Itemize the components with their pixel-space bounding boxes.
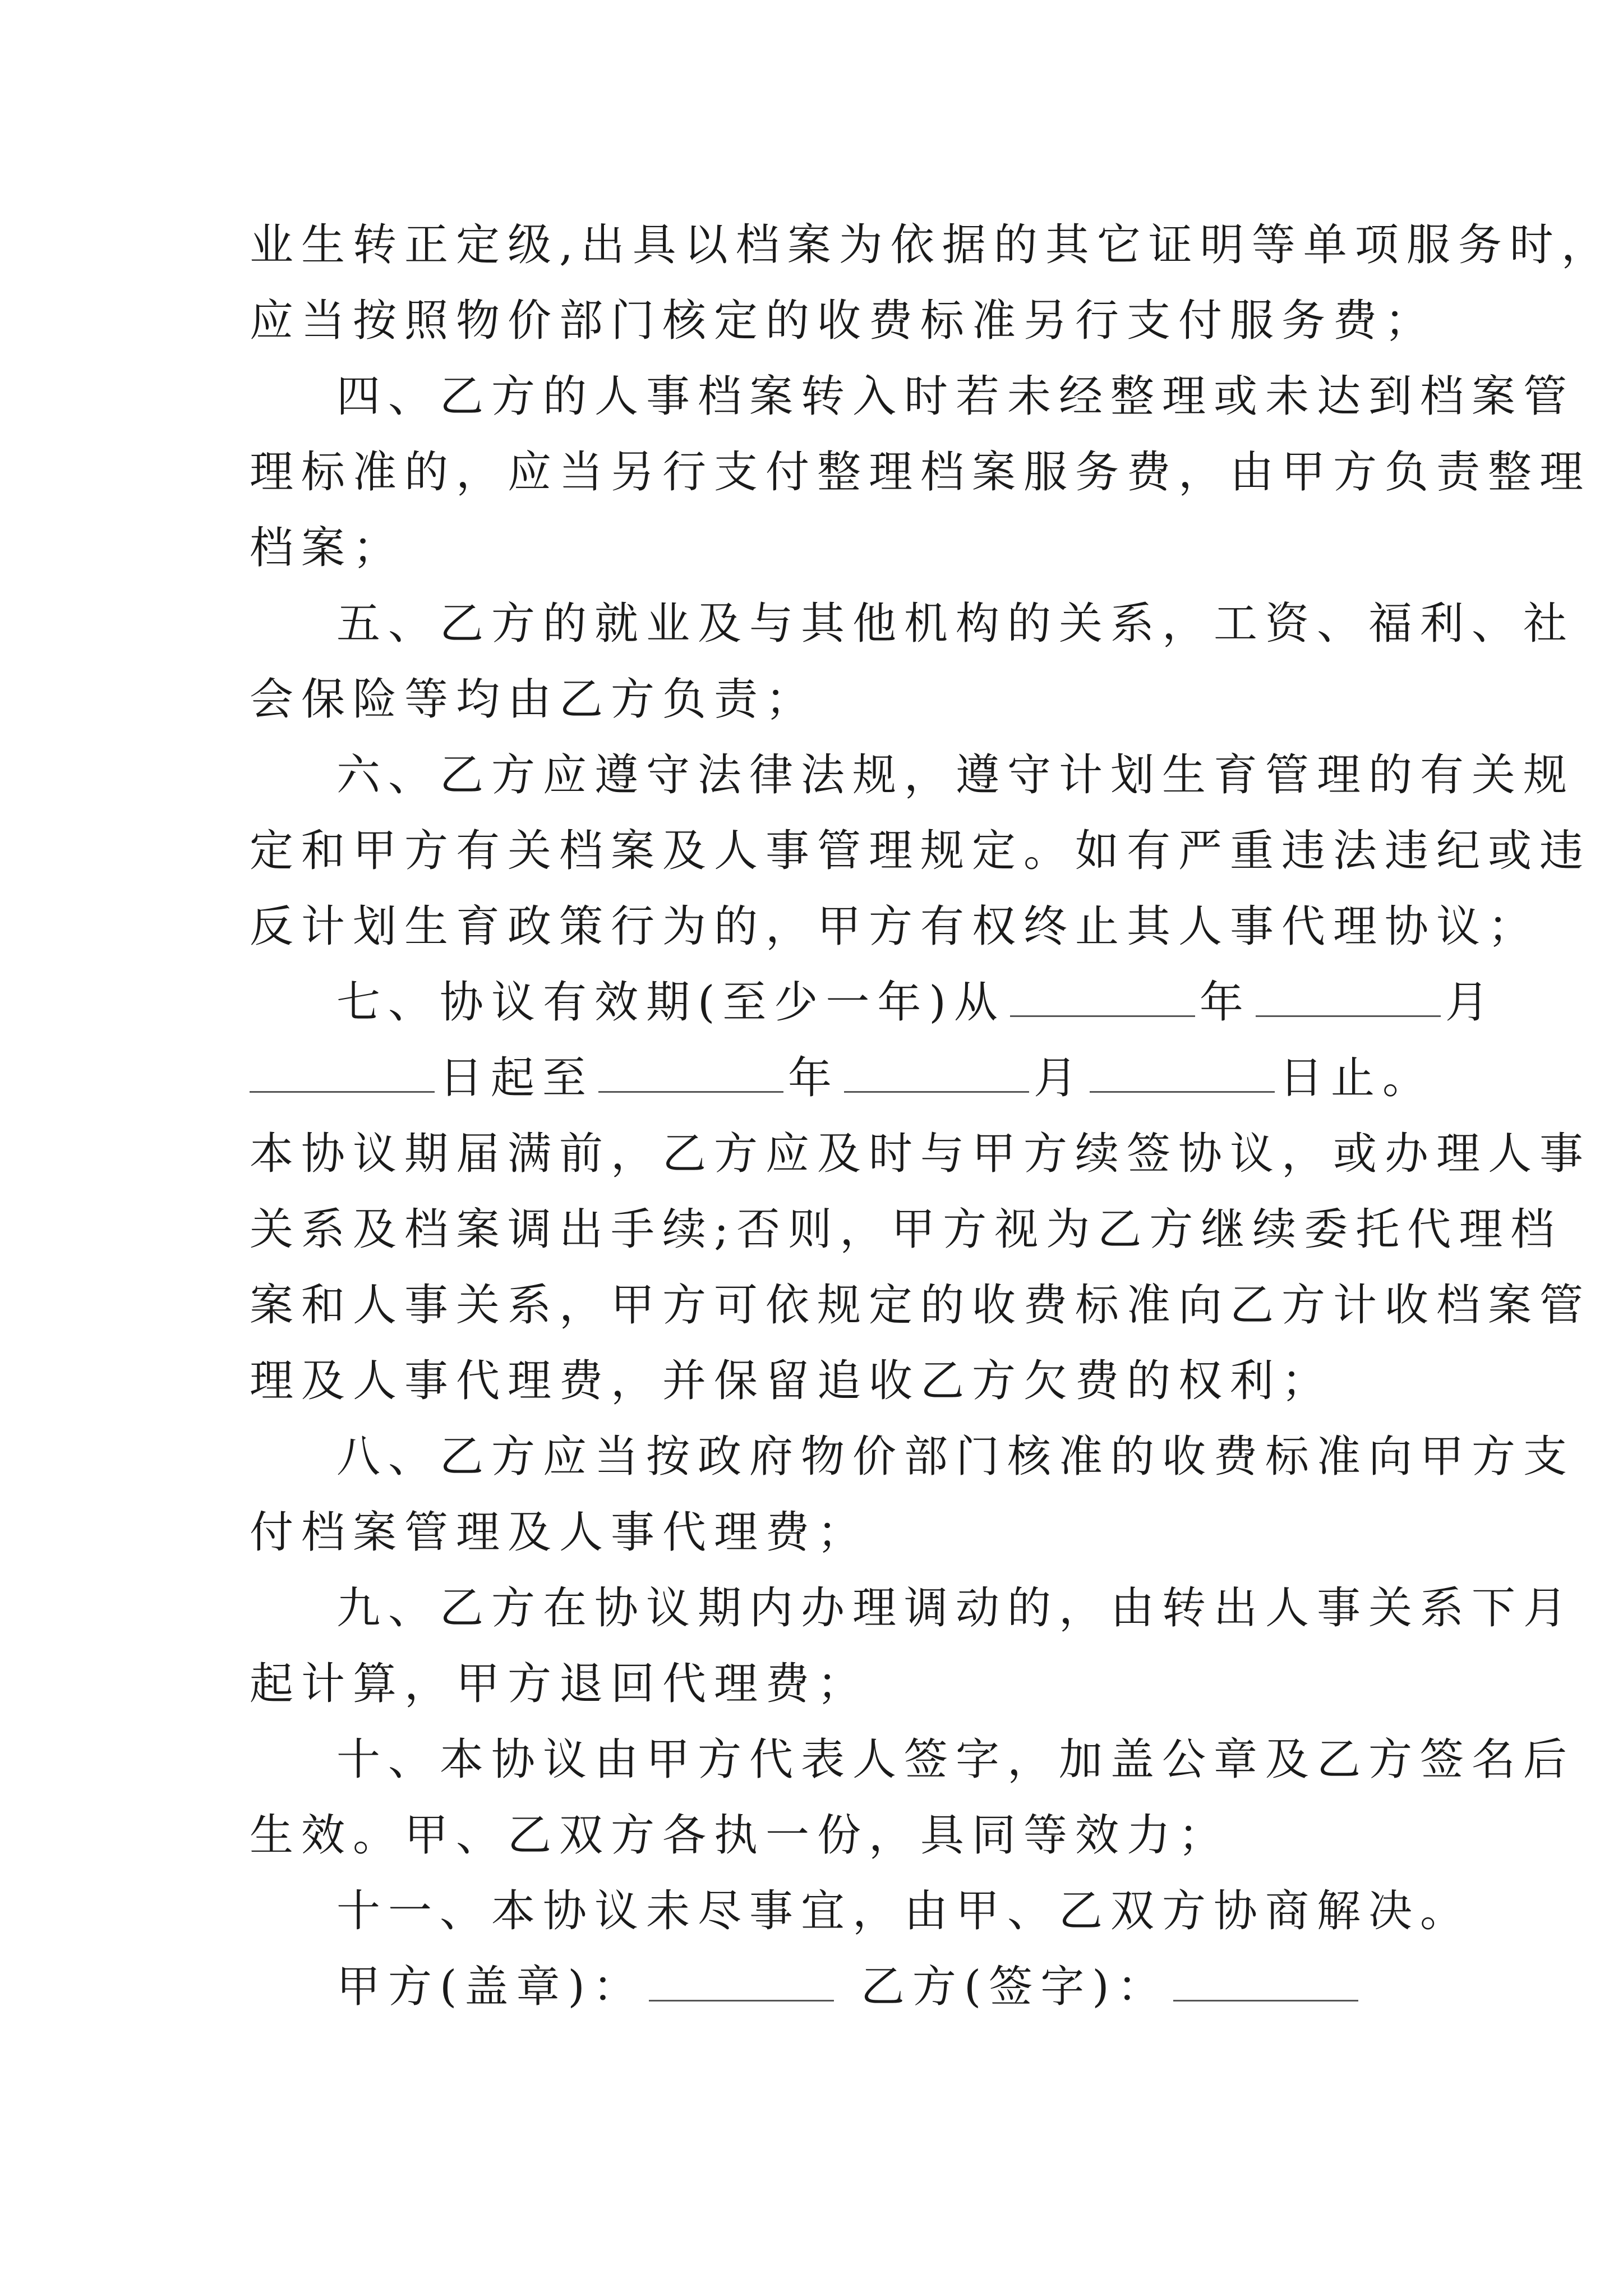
clause-11-line: 十一、本协议未尽事宜，由甲、乙双方协商解决。 [336, 1886, 1472, 1936]
end-day-blank[interactable] [1090, 1057, 1275, 1093]
clause-7-line: 本协议期届满前，乙方应及时与甲方续签协议，或办理人事 [250, 1129, 1592, 1179]
clause-7-line: 关系及档案调出手续;否则，甲方视为乙方继续委托代理档 [250, 1204, 1562, 1255]
clause-7-line: 案和人事关系，甲方可依规定的收费标准向乙方计收档案管 [250, 1280, 1592, 1331]
start-month-blank[interactable] [1256, 982, 1441, 1017]
party-b-label: 乙方(签字)： [860, 1962, 1169, 2012]
clause-9-line: 起计算，甲方退回代理费； [250, 1659, 869, 1709]
year-label: 年 [1199, 977, 1251, 1028]
clause-8-line: 八、乙方应当按政府物价部门核准的收费标准向甲方支 [336, 1432, 1575, 1482]
year-label: 年 [788, 1053, 840, 1103]
party-a-label: 甲方(盖章)： [336, 1962, 644, 2012]
clause-4-line: 理标准的，应当另行支付整理档案服务费，由甲方负责整理 [250, 447, 1592, 498]
clause-7-term-line [250, 965, 1497, 1041]
text-line: 应当按照物价部门核定的收费标准另行支付服务费； [250, 296, 1437, 346]
agreement-body [250, 208, 1613, 2025]
clause-7-line: 理及人事代理费，并保留追收乙方欠费的权利； [250, 1356, 1334, 1406]
clause-10-line: 生效。甲、乙双方各执一份，具同等效力； [250, 1810, 1230, 1861]
end-year-blank[interactable] [598, 1057, 783, 1093]
clause-4-line: 档案； [250, 523, 405, 573]
month-label: 月 [1034, 1053, 1086, 1103]
clause-5-line: 五、乙方的就业及与其他机构的关系，工资、福利、社 [336, 599, 1575, 649]
clause-6-line: 定和甲方有关档案及人事管理规定。如有严重违法违纪或违 [250, 826, 1592, 876]
party-b-signature-blank[interactable] [1173, 1966, 1358, 2001]
month-label: 月 [1445, 977, 1497, 1028]
clause-4-line: 四、乙方的人事档案转入时若未经整理或未达到档案管 [336, 371, 1575, 422]
clause-7-term-line [250, 1041, 1433, 1116]
clause-9-line: 九、乙方在协议期内办理调动的，由转出人事关系下月 [336, 1583, 1575, 1634]
text-line: 业生转正定级,出具以档案为依据的其它证明等单项服务时， [250, 220, 1613, 270]
clause-6-line: 反计划生育政策行为的，甲方有权终止其人事代理协议； [250, 901, 1540, 952]
day-end-label: 日止。 [1279, 1053, 1435, 1103]
clause-8-line: 付档案管理及人事代理费； [250, 1507, 869, 1558]
start-year-blank[interactable] [1010, 982, 1195, 1017]
end-month-blank[interactable] [844, 1057, 1029, 1093]
clause-5-line: 会保险等均由乙方负责； [250, 674, 818, 725]
clause-10-line: 十、本协议由甲方代表人签字，加盖公章及乙方签名后 [336, 1734, 1575, 1785]
day-from-label: 日起至 [439, 1053, 594, 1103]
party-a-seal-blank[interactable] [649, 1966, 834, 2001]
start-day-blank[interactable] [250, 1057, 435, 1093]
signature-line [250, 1949, 1433, 2025]
term-prefix: 七、协议有效期(至少一年)从 [336, 977, 1006, 1028]
clause-6-line: 六、乙方应遵守法律法规，遵守计划生育管理的有关规 [336, 750, 1575, 800]
